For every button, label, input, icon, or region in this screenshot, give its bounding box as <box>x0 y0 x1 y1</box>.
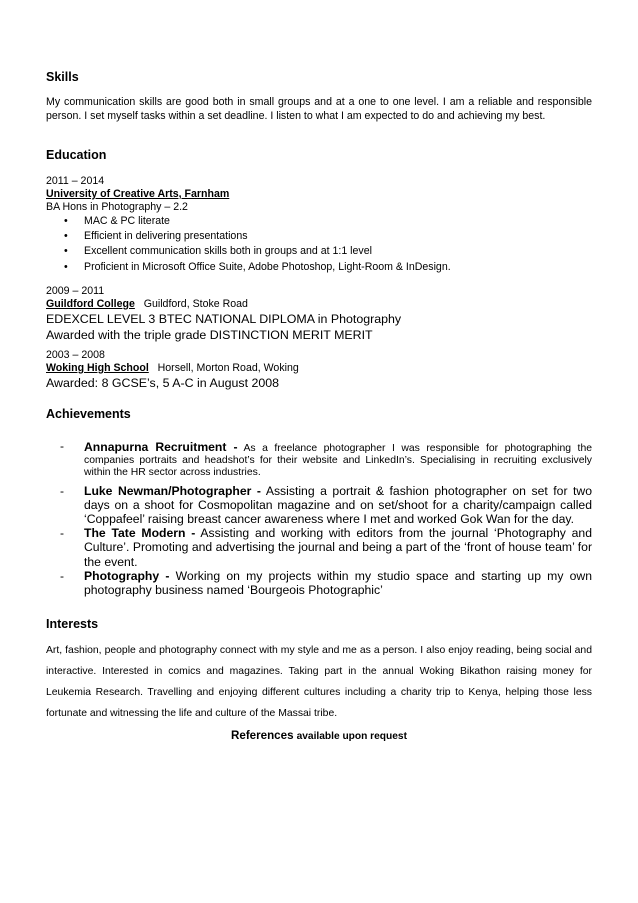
references-label: References <box>231 729 294 742</box>
skills-text: My communication skills are good both in small groups and at a one to one level. I am a reliable and responsible person. I set myself tasks within a set deadline. I listen to what I am expected to do and achieving my best. <box>46 96 592 122</box>
achievements-heading: Achievements <box>46 407 131 421</box>
education-institution <box>46 298 592 311</box>
references-rest: available upon request <box>296 731 407 742</box>
achievement-text: As a freelance photographer I was responsible for photographing the companies portraits and headshot’s for their website and LinkedIn’s. Specialising in recruiting exclusively within the HR sector across industries. <box>84 443 592 479</box>
dash-icon: - <box>60 439 64 453</box>
education-institution <box>46 188 592 201</box>
bullet-icon: • <box>64 215 68 227</box>
qualification-line: Awarded: 8 GCSE’s, 5 A-C in August 2008 <box>46 376 280 390</box>
dash-icon: - <box>60 483 64 498</box>
education-entry-guildford <box>46 285 592 343</box>
list-item <box>46 526 592 569</box>
achievement-title: Luke Newman/Photographer - <box>84 483 261 498</box>
education-dates: 2011 – 2014 <box>46 175 105 187</box>
list-item: • MAC & PC literate <box>46 214 592 229</box>
dash-icon: - <box>60 526 64 541</box>
dash-icon: - <box>60 568 64 583</box>
bullet-icon: • <box>64 260 68 273</box>
qualification-line: EDEXCEL LEVEL 3 BTEC NATIONAL DIPLOMA in Photography <box>46 312 402 326</box>
achievements-section <box>46 407 592 421</box>
institution-location: Horsell, Morton Road, Woking <box>157 362 299 374</box>
interests-section <box>46 617 592 631</box>
achievements-list-block <box>46 440 592 597</box>
education-qualification: BA Hons in Photography – 2.2 <box>46 201 188 213</box>
education-entry-ucarts <box>46 175 592 275</box>
list-item: • Efficient in delivering presentations <box>46 229 592 244</box>
achievement-text: Assisting a portrait & fashion photographer on set for two days on a shoot for Cosmopolitan magazine and on set/shoot for a charity/campaign called ‘Coppafeel’ raising breast cancer awareness where I met and worked Gok Wan for the day. <box>84 483 592 527</box>
bullet-icon: • <box>64 230 68 243</box>
skills-text-block <box>46 96 592 123</box>
skills-bullet-list <box>46 214 592 275</box>
qualification-line: Awarded with the triple grade DISTINCTION MERIT MERIT <box>46 328 373 342</box>
achievements-list <box>46 440 592 597</box>
interests-text-block <box>46 640 592 724</box>
institution-name: Guildford College <box>46 298 135 310</box>
education-institution <box>46 362 592 375</box>
institution-name: Woking High School <box>46 362 149 374</box>
list-item <box>46 484 592 527</box>
interests-text: Art, fashion, people and photography connect with my style and me as a person. I also enjoy reading, being social and interactive. Interested in comics and magazines. Taking part in the annual Woking Bikathon raising money for Leukemia Research. Travelling and enjoying different cultures including a charity trip to Kenya, helping those less fortunate and witnessing the life and culture of the Massai tribe. <box>46 645 592 719</box>
skills-section <box>46 70 592 84</box>
education-entry-woking <box>46 349 592 391</box>
list-item: • Excellent communication skills both in groups and at 1:1 level <box>46 244 592 259</box>
education-dates: 2003 – 2008 <box>46 349 105 361</box>
achievement-title: Photography - <box>84 568 170 583</box>
skills-heading: Skills <box>46 70 79 84</box>
education-dates: 2009 – 2011 <box>46 285 105 297</box>
achievement-title: The Tate Modern - <box>84 526 196 541</box>
interests-heading: Interests <box>46 617 99 631</box>
achievement-text: Working on my projects within my studio space and starting up my own photography business named ‘Bourgeois Photographic’ <box>84 568 592 598</box>
list-item <box>46 440 592 480</box>
education-section <box>46 148 592 162</box>
list-item: • Proficient in Microsoft Office Suite, Adobe Photoshop, Light-Room & InDesign. <box>46 260 592 275</box>
bullet-icon: • <box>64 245 68 258</box>
achievement-text: Assisting and working with editors from the journal ‘Photography and Culture’. Promoting and advertising the journal and being a part of the ‘front of house team’ for the event. <box>84 526 592 569</box>
references-line <box>0 729 638 742</box>
institution-name: University of Creative Arts, Farnham <box>46 188 230 200</box>
list-item <box>46 569 592 597</box>
achievement-title: Annapurna Recruitment - <box>84 440 238 454</box>
institution-location: Guildford, Stoke Road <box>143 298 248 310</box>
education-heading: Education <box>46 148 107 162</box>
